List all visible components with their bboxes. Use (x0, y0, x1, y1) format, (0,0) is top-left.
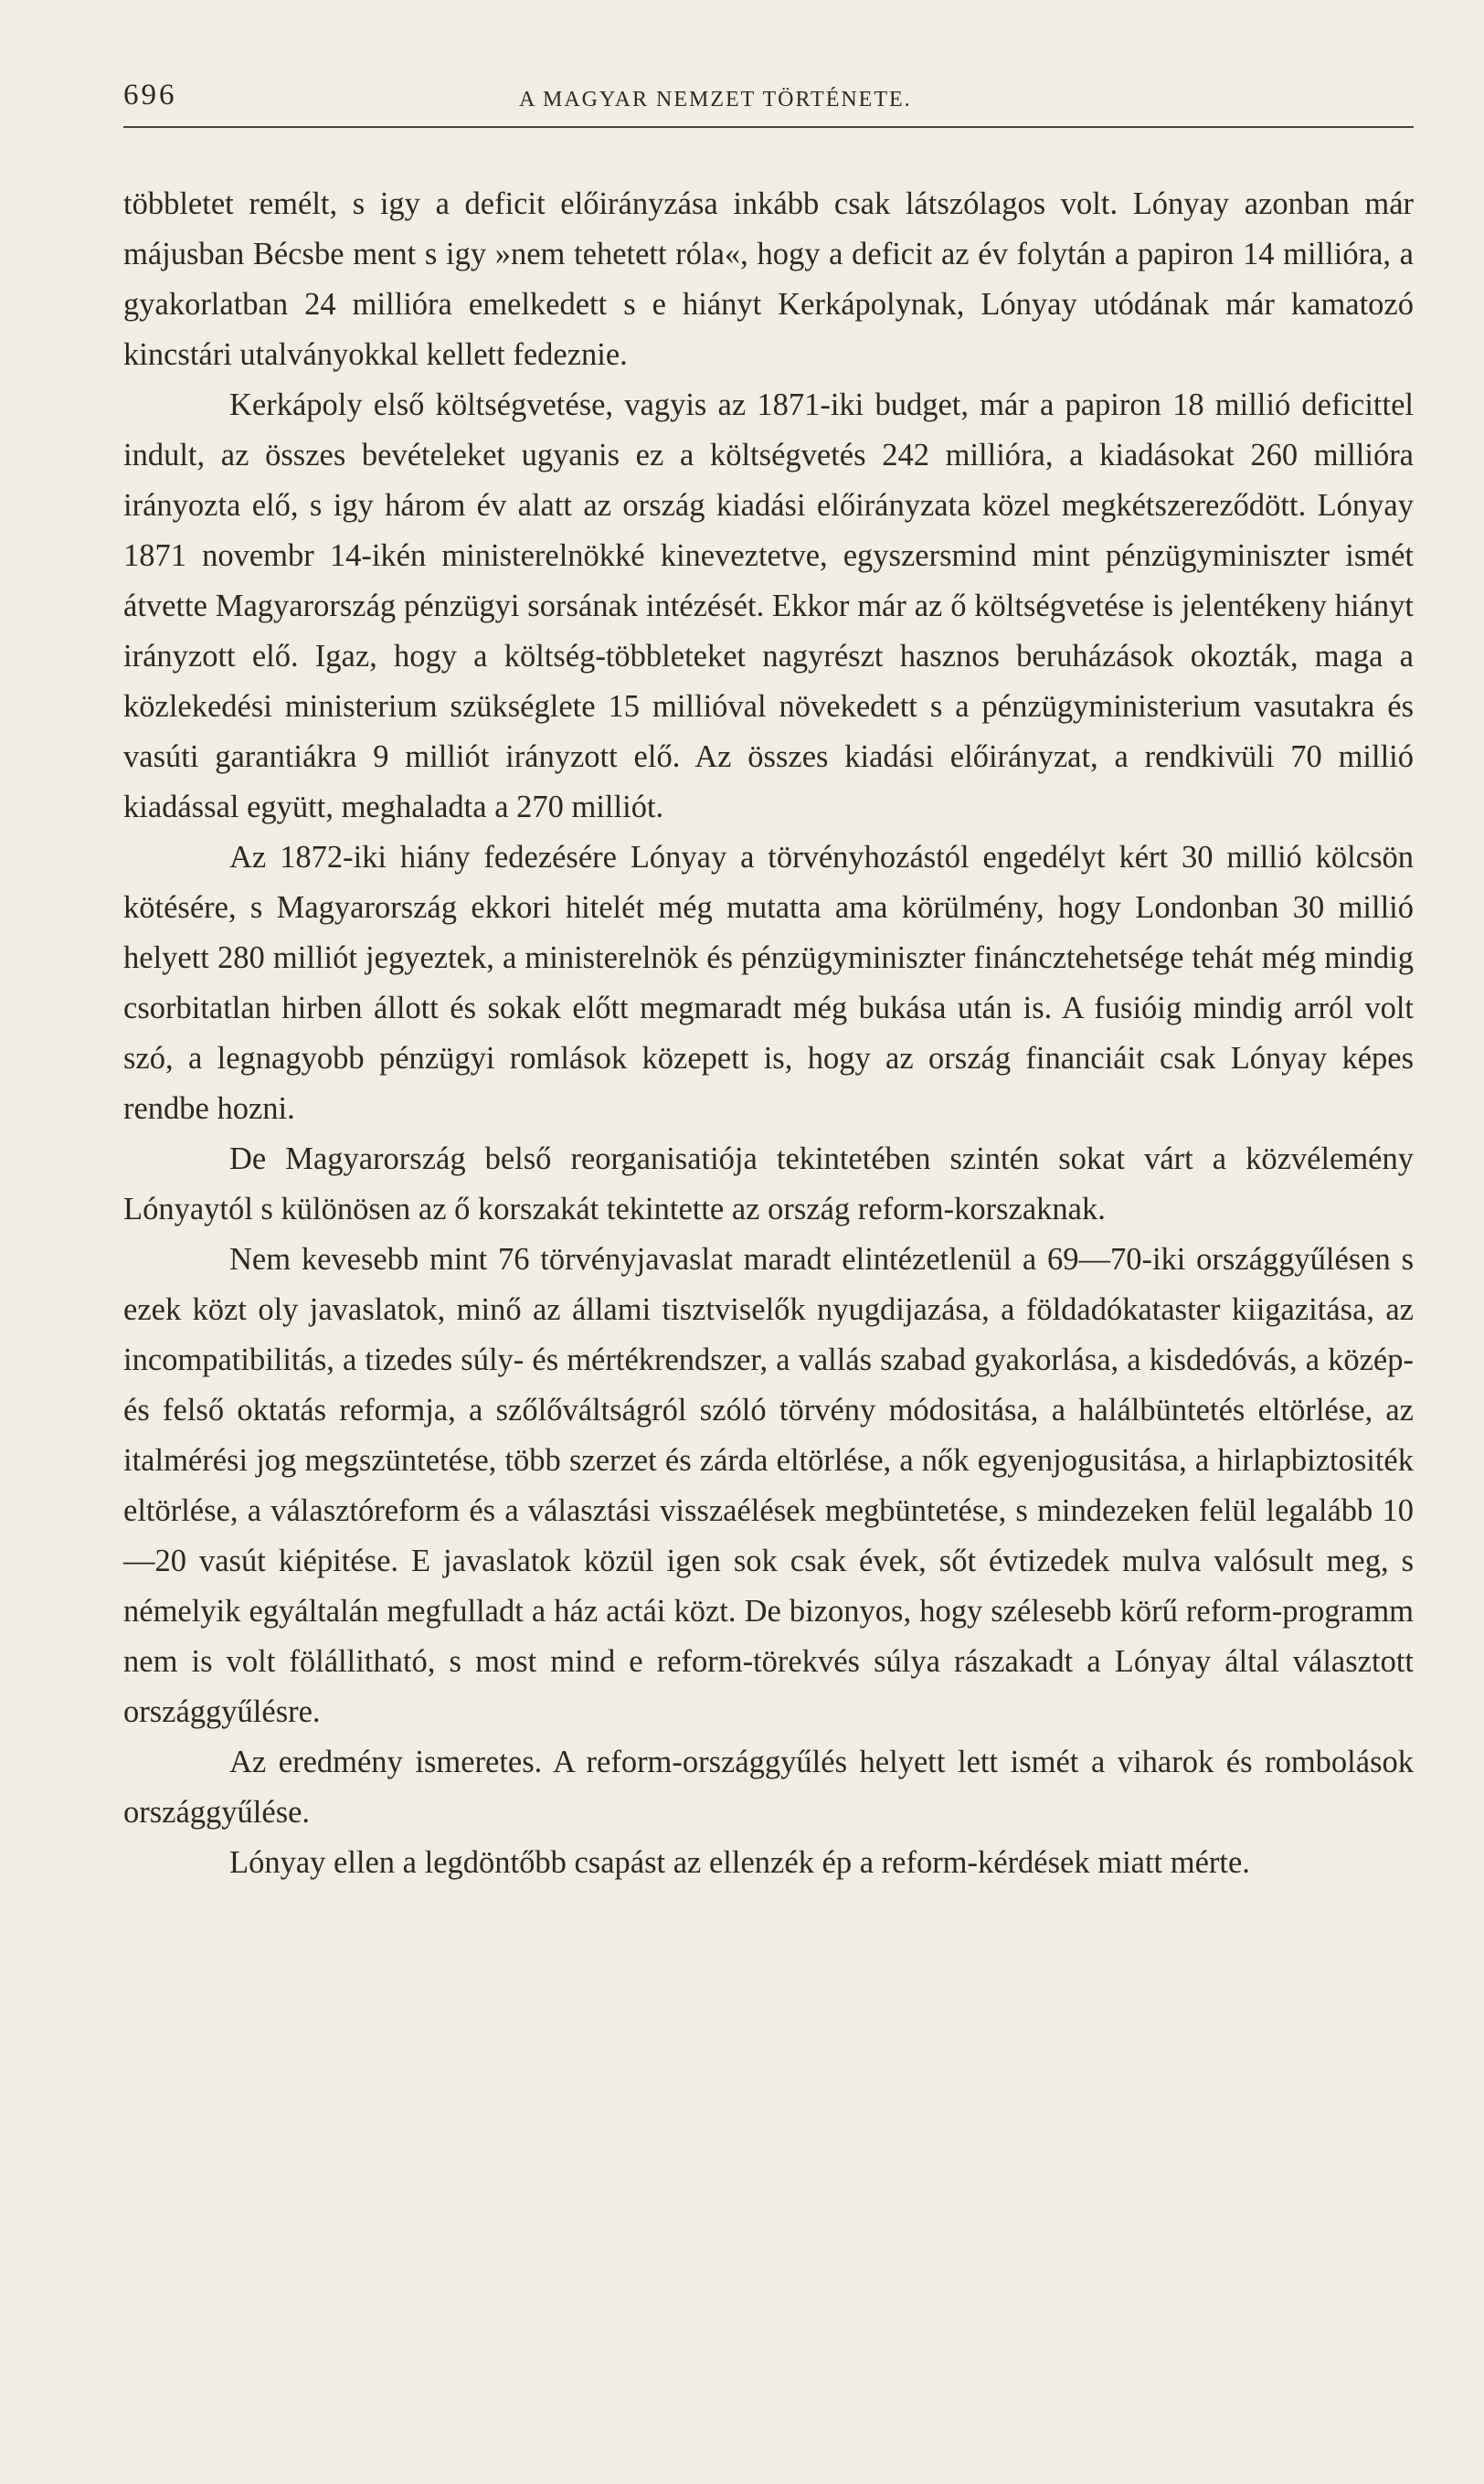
paragraph: Lónyay ellen a legdöntőbb csapást az ellenzék ép a reform-kérdések miatt mérte. (229, 1845, 1250, 1880)
page-header (123, 71, 1414, 128)
paragraph: Nem kevesebb mint 76 törvényjavaslat maradt elintézetlenül a 69—70-iki országgyűlésen s ezek közt oly javaslatok, minő az állami tisztviselők nyugdijazása, a földadókataster kiigazitása, az incompatibilitás, a tizedes súly- és mértékrendszer, a vallás szabad gyakorlása, a kisdedóvás, a közép- és felső oktatás reformja, a szőlőváltságról szóló törvény módositása, a halálbüntetés eltörlése, az italmérési jog megszüntetése, több szerzet és zárda eltörlése, a nők egyenjogusitása, a hirlapbiztositék eltörlése, a választóreform és a választási visszaélések megbüntetése, s mindezeken felül legalább 10—20 vasút kiépitése. E javaslatok közül igen sok csak évek, sőt évtizedek mulva valósult meg, s némelyik egyáltalán megfulladt a ház actái közt. De bizonyos, hogy szélesebb körű reform-programm nem is volt fölállitható, s most mind e reform-törekvés súlya rászakadt a Lónyay által választott országgyűlésre. (123, 1242, 1414, 1729)
paragraph: Kerkápoly első költségvetése, vagyis az 1871-iki budget, már a papiron 18 millió deficittel indult, az összes bevételeket ugyanis ez a költségvetés 242 millióra, a kiadásokat 260 millióra irányozta elő, s igy három év alatt az ország kiadási előirányzata közel megkétszereződött. Lónyay 1871 novembr 14-ikén ministerelnökké kineveztetve, egyszersmind mint pénzügyminiszter ismét átvette Magyarország pénzügyi sorsának intézését. Ekkor már az ő költségvetése is jelentékeny hiányt irányzott elő. Igaz, hogy a költség-többleteket nagyrészt hasznos beruházások okozták, maga a közlekedési ministerium szükséglete 15 millióval növekedett s a pénzügyministerium vasutakra és vasúti garantiákra 9 milliót irányzott elő. Az összes kiadási előirányzat, a rendkivüli 70 millió kiadással együtt, meghaladta a 270 milliót. (123, 387, 1414, 824)
paragraph: Az eredmény ismeretes. A reform-országgyűlés helyett lett ismét a viharok és rombolások országgyűlése. (123, 1745, 1414, 1830)
page-number: 696 (123, 79, 177, 111)
body-text (123, 179, 1414, 1888)
paragraph: De Magyarország belső reorganisatiója tekintetében szintén sokat várt a közvélemény Lónyaytól s különösen az ő korszakát tekintette az ország reform-korszaknak. (123, 1141, 1414, 1226)
running-title: A MAGYAR NEMZET TÖRTÉNETE. (519, 88, 912, 111)
paragraph: többletet remélt, s igy a deficit előirányzása inkább csak látszólagos volt. Lónyay azonban már májusban Bécsbe ment s igy »nem tehetett róla«, hogy a deficit az év folytán a papiron 14 millióra, a gyakorlatban 24 millióra emelkedett s e hiányt Kerkápolynak, Lónyay utódának már kamatozó kincstári utalványokkal kellett fedeznie. (123, 186, 1414, 372)
paragraph: Az 1872-iki hiány fedezésére Lónyay a törvényhozástól engedélyt kért 30 millió kölcsön kötésére, s Magyarország ekkori hitelét még mutatta ama körülmény, hogy Londonban 30 millió helyett 280 milliót jegyeztek, a ministerelnök és pénzügyminiszter fináncztehetsége tehát még mindig csorbitatlan hirben állott és sokak előtt megmaradt még bukása után is. A fusióig mindig arról volt szó, a legnagyobb pénzügyi romlások közepett is, hogy az ország financiáit csak Lónyay képes rendbe hozni. (123, 840, 1414, 1126)
